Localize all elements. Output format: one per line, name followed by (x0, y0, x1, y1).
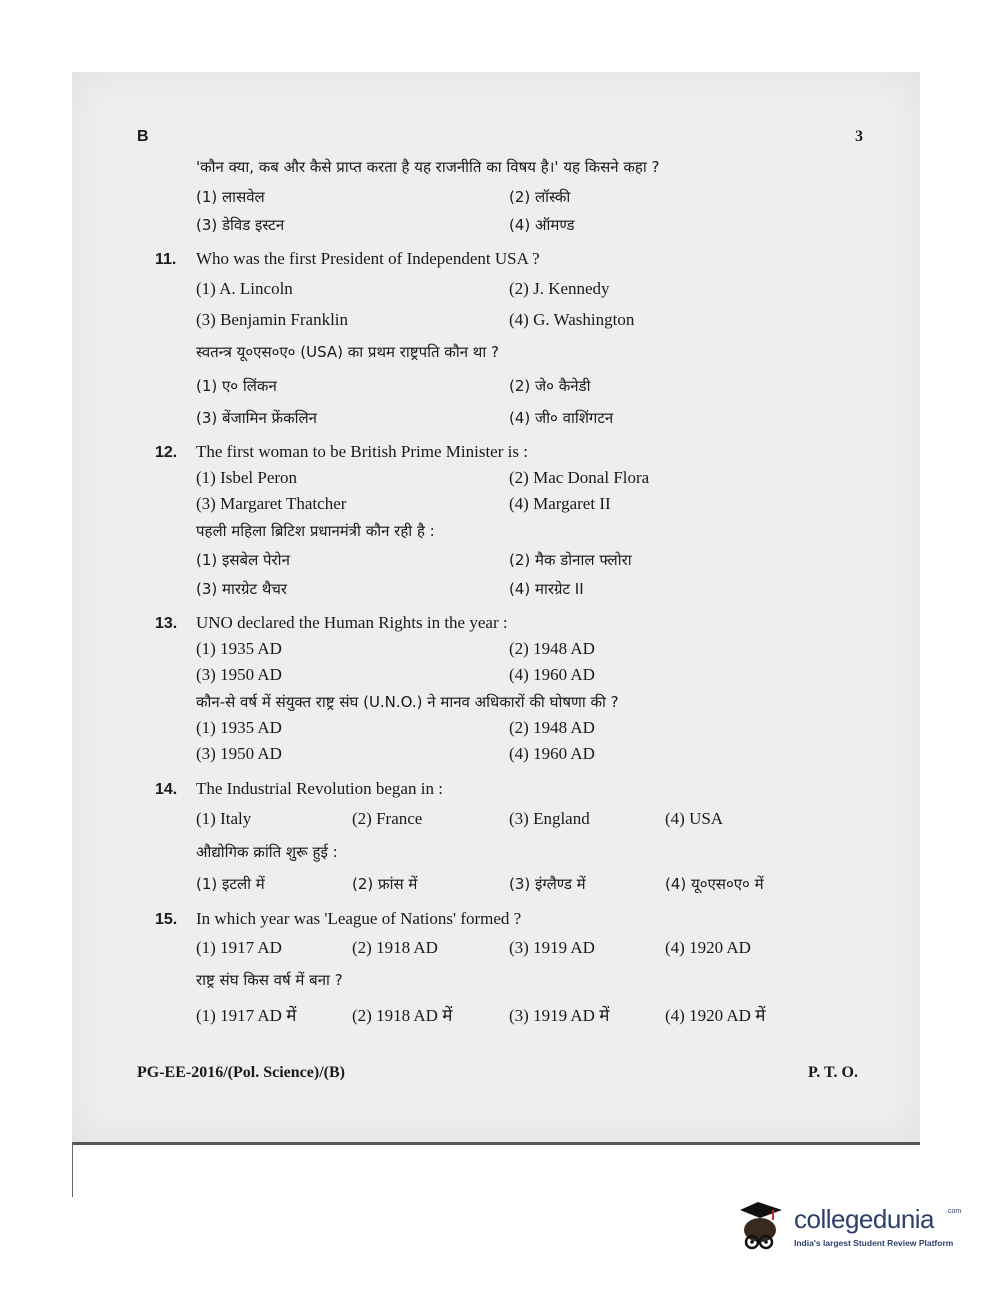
q13-option-4: (4) 1960 AD (509, 665, 595, 684)
q12-option-3: (3) Margaret Thatcher (196, 494, 347, 513)
q15-hindi-option-1: (1) 1917 AD में (196, 1006, 297, 1025)
q13-question: UNO declared the Human Rights in the year : (196, 613, 508, 632)
q14-option-3: (3) England (509, 809, 590, 828)
q15-hindi-question: राष्ट्र संघ किस वर्ष में बना ? (196, 971, 343, 989)
q14-question: The Industrial Revolution began in : (196, 779, 443, 798)
q11-hindi-option-2: (2) जे० कैनेडी (509, 377, 591, 395)
q12-option-2: (2) Mac Donal Flora (509, 468, 650, 487)
q14-hindi-question: औद्योगिक क्रांति शुरू हुई : (196, 843, 338, 861)
q10-hindi-option-4: (4) ऑमण्ड (509, 216, 575, 234)
q12-option-4: (4) Margaret II (509, 494, 611, 513)
q14-hindi-option-3: (3) इंग्लैण्ड में (509, 875, 586, 893)
q13-hindi-option-2: (2) 1948 AD (509, 718, 595, 737)
q14-number: 14. (155, 781, 178, 798)
q11-question: Who was the first President of Independent USA ? (196, 249, 540, 268)
q15-hindi-option-3: (3) 1919 AD में (509, 1006, 610, 1025)
collegedunia-logo[interactable] (736, 1198, 966, 1258)
q11-hindi-option-1: (1) ए० लिंकन (196, 377, 277, 395)
q11-option-2: (2) J. Kennedy (509, 279, 610, 298)
q13-option-1: (1) 1935 AD (196, 639, 282, 658)
q11-hindi-option-3: (3) बेंजामिन फ्रेंकलिन (196, 409, 318, 427)
q12-hindi-option-4: (4) मारग्रेट II (509, 580, 584, 598)
q13-hindi-option-1: (1) 1935 AD (196, 718, 282, 737)
q11-option-3: (3) Benjamin Franklin (196, 310, 349, 329)
q14-hindi-option-1: (1) इटली में (196, 875, 265, 893)
paper-code-footer: PG-EE-2016/(Pol. Science)/(B) (137, 1064, 345, 1081)
q11-option-4: (4) G. Washington (509, 310, 635, 329)
q15-option-4: (4) 1920 AD (665, 938, 751, 957)
set-code: B (137, 128, 149, 145)
q10-hindi-option-1: (1) लासवेल (196, 188, 265, 206)
q12-hindi-option-1: (1) इसबेल पेरोन (196, 551, 290, 569)
q12-hindi-question: पहली महिला ब्रिटिश प्रधानमंत्री कौन रही है : (196, 522, 435, 540)
q14-option-1: (1) Italy (196, 809, 252, 828)
q10-hindi-option-2: (2) लॉस्की (509, 188, 571, 206)
q15-hindi-option-4: (4) 1920 AD में (665, 1006, 766, 1025)
q15-option-1: (1) 1917 AD (196, 938, 282, 957)
q13-option-2: (2) 1948 AD (509, 639, 595, 658)
q13-hindi-question: कौन-से वर्ष में संयुक्त राष्ट्र संघ (U.N.O.) ने मानव अधिकारों की घोषणा की ? (196, 693, 619, 711)
page-bottom-border (72, 1142, 920, 1145)
q12-hindi-option-3: (3) मारग्रेट थैचर (196, 580, 288, 598)
q15-option-2: (2) 1918 AD (352, 938, 438, 957)
q12-number: 12. (155, 444, 178, 461)
q11-hindi-question: स्वतन्त्र यू०एस०ए० (USA) का प्रथम राष्ट्रपति कौन था ? (196, 343, 499, 361)
q13-number: 13. (155, 615, 178, 632)
q13-option-3: (3) 1950 AD (196, 665, 282, 684)
q11-number: 11. (155, 251, 177, 268)
q14-hindi-option-2: (2) फ्रांस में (352, 875, 418, 893)
q14-option-2: (2) France (352, 809, 423, 828)
logo-name: collegedunia (794, 1204, 935, 1234)
q15-number: 15. (155, 911, 178, 928)
mascot-icon (736, 1198, 792, 1258)
page-left-edge (72, 1142, 73, 1197)
q12-question: The first woman to be British Prime Minister is : (196, 442, 528, 461)
q13-hindi-option-3: (3) 1950 AD (196, 744, 282, 763)
q14-option-4: (4) USA (665, 809, 724, 828)
q11-hindi-option-4: (4) जी० वाशिंगटन (509, 409, 614, 427)
q11-option-1: (1) A. Lincoln (196, 279, 293, 298)
q12-option-1: (1) Isbel Peron (196, 468, 298, 487)
q12-hindi-option-2: (2) मैक डोनाल फ्लोरा (509, 551, 632, 569)
q13-hindi-option-4: (4) 1960 AD (509, 744, 595, 763)
q14-hindi-option-4: (4) यू०एस०ए० में (665, 875, 764, 893)
logo-domain-suffix: .com (946, 1208, 962, 1215)
pto-label: P. T. O. (808, 1064, 858, 1081)
q10-hindi-option-3: (3) डेविड इस्टन (196, 216, 285, 234)
logo-tagline: India's largest Student Review Platform (794, 1238, 954, 1248)
page-number: 3 (855, 128, 863, 145)
q15-question: In which year was 'League of Nations' formed ? (196, 909, 522, 928)
q15-option-3: (3) 1919 AD (509, 938, 595, 957)
q10-hindi-question: 'कौन क्या, कब और कैसे प्राप्त करता है यह राजनीति का विषय है।' यह किसने कहा ? (196, 158, 660, 176)
q15-hindi-option-2: (2) 1918 AD में (352, 1006, 453, 1025)
